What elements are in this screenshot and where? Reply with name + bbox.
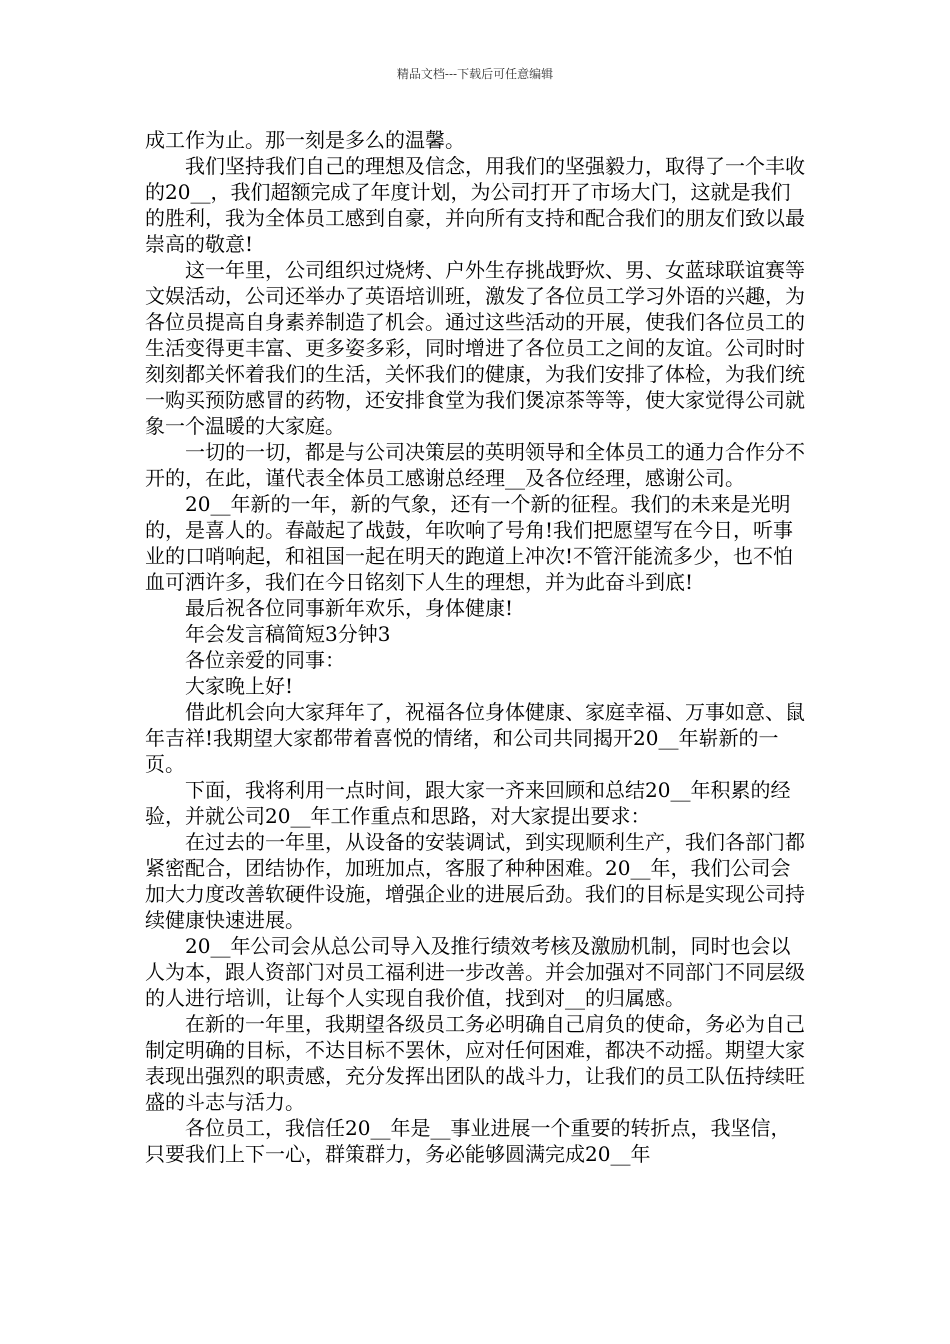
paragraph: 下面，我将利用一点时间，跟大家一齐来回顾和总结20__年积累的经验，并就公司20__年工作重点和思路，对大家提出要求： [145, 778, 791, 828]
paragraph: 20__年公司会从总公司导入及推行绩效考核及激励机制，同时也会以人为本，跟人资部门对员工福利进一步改善。并会加强对不同部门不同层级的人进行培训，让每个人实现自我价值，找到对__的归属感。 [145, 934, 805, 1010]
paragraph: 大家晚上好! [185, 674, 294, 698]
paragraph: 一切的一切，都是与公司决策层的英明领导和全体员工的通力合作分不开的，在此，谨代表全体员工感谢总经理__及各位经理，感谢公司。 [145, 440, 805, 490]
paragraph: 最后祝各位同事新年欢乐，身体健康! [185, 596, 514, 620]
paragraph: 这一年里，公司组织过烧烤、户外生存挑战野炊、男、女蓝球联谊赛等文娱活动，公司还举办了英语培训班，激发了各位员工学习外语的兴趣，为各位员提高自身素养制造了机会。通过这些活动的开展，使我们各位员工的生活变得更丰富、更多姿多彩，同时增进了各位员工之间的友谊。公司时时刻刻都关怀着我们的生活，关怀我们的健康，为我们安排了体检，为我们统一购买预防感冒的药物，还安排食堂为我们煲凉茶等等，使大家觉得公司就象一个温暖的大家庭。 [145, 258, 805, 438]
paragraph: 在新的一年里，我期望各级员工务必明确自己肩负的使命，务必为自己制定明确的目标，不达目标不罢休，应对任何困难，都决不动摇。期望大家表现出强烈的职责感，充分发挥出团队的战斗力，让我们的员工队伍持续旺盛的斗志与活力。 [145, 1012, 805, 1114]
paragraph: 各位员工，我信任20__年是__事业进展一个重要的转折点，我坚信，只要我们上下一心，群策群力，务必能够圆满完成20__年 [145, 1116, 791, 1166]
paragraph: 20__年新的一年，新的气象，还有一个新的征程。我们的未来是光明的，是喜人的。春敲起了战鼓，年吹响了号角!我们把愿望写在今日，听事业的口哨响起，和祖国一起在明天的跑道上冲次!不管汗能流多少，也不怕血可洒许多，我们在今日铭刻下人生的理想，并为此奋斗到底! [145, 492, 794, 594]
paragraph: 年会发言稿简短3分钟3 [185, 622, 391, 646]
document-body [145, 127, 807, 1167]
paragraph: 各位亲爱的同事： [185, 648, 345, 672]
paragraph: 成工作为止。那一刻是多么的温馨。 [145, 128, 465, 152]
paragraph: 在过去的一年里，从设备的安装调试，到实现顺利生产，我们各部门都紧密配合，团结协作，加班加点，客服了种种困难。20__年，我们公司会加大力度改善软硬件设施，增强企业的进展后劲。我们的目标是实现公司持续健康快速进展。 [145, 830, 805, 932]
paragraph: 借此机会向大家拜年了，祝福各位身体健康、家庭幸福、万事如意、鼠年吉祥!我期望大家都带着喜悦的情绪，和公司共同揭开20__年崭新的一页。 [145, 700, 805, 776]
page-header: 精品文档---下载后可任意编辑 [396, 67, 554, 81]
paragraph: 我们坚持我们自己的理想及信念，用我们的坚强毅力，取得了一个丰收的20__，我们超额完成了年度计划，为公司打开了市场大门，这就是我们的胜利，我为全体员工感到自豪，并向所有支持和配合我们的朋友们致以最崇高的敬意! [145, 154, 805, 256]
